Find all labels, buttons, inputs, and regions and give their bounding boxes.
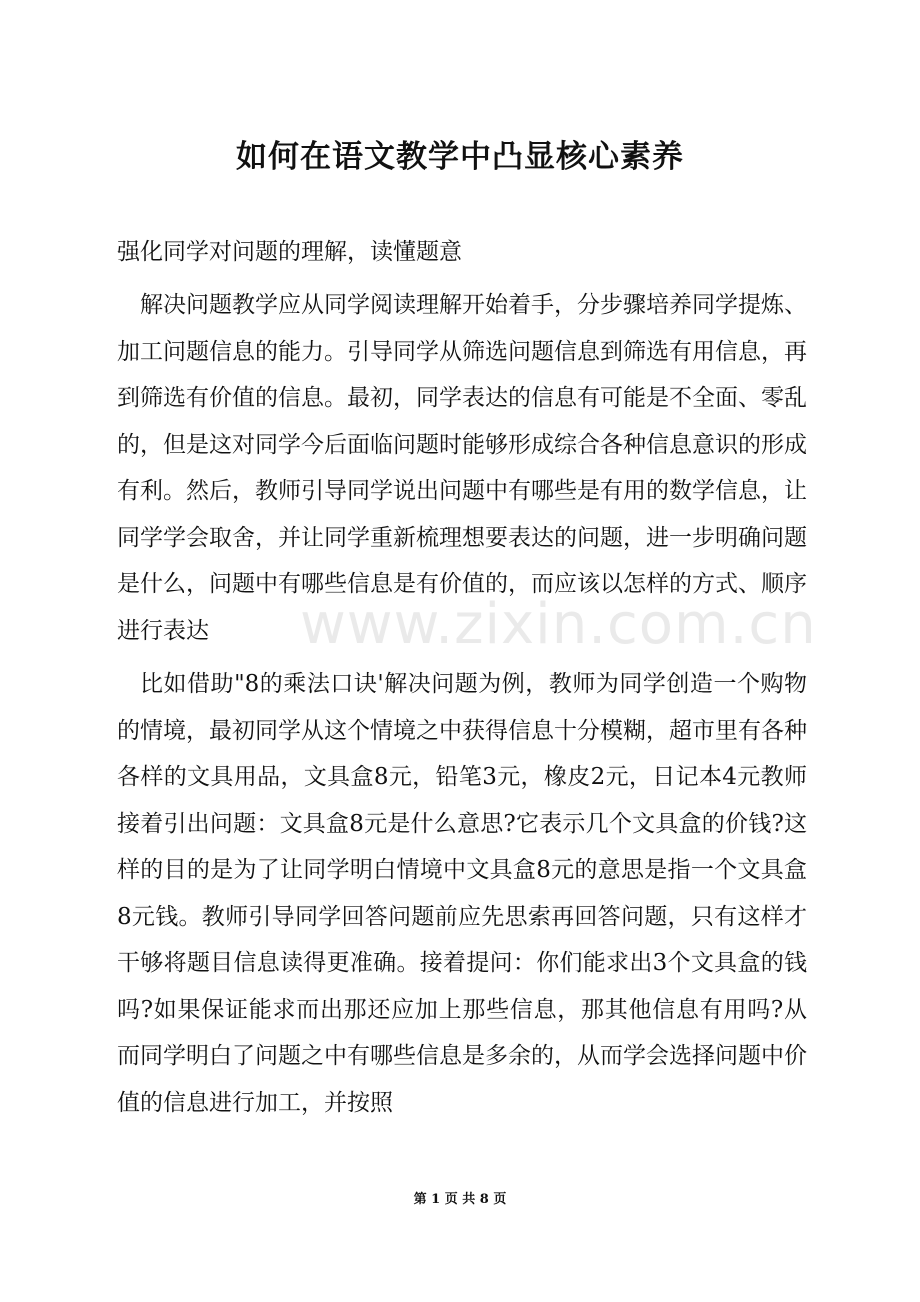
watermark: www.zixin.com.cn	[300, 592, 817, 657]
document-title: 如何在语文教学中凸显核心素养	[236, 139, 684, 175]
section-heading: 强化同学对问题的理解，读懂题意	[117, 239, 462, 265]
paragraph-2: 比如借助"8的乘法口诀'解决问题为例，教师为同学创造一个购物的情境，最初同学从这个情境之中获得信息十分模糊，超市里有各种各样的文具用品，文具盒8元，铅笔3元，橡皮2元，日记本4元教师接着引出问题：文具盒8元是什么意思?它表示几个文具盒的价钱?这样的目的是为了让同学明白情境中文具盒8元的意思是指一个文具盒8元钱。教师引导同学回答问题前应先思索再回答问题，只有这样才干够将题目信息读得更准确。接着提问：你们能求出3个文具盒的钱吗?如果保证能求而出那还应加上那些信息，那其他信息有用吗?从而同学明白了问题之中有哪些信息是多余的，从而学会选择问题中价值的信息进行加工，并按照	[117, 671, 807, 1116]
paragraph-1: 解决问题教学应从同学阅读理解开始着手，分步骤培养同学提炼、加工问题信息的能力。引导同学从筛选问题信息到筛选有用信息，再到筛选有价值的信息。最初，同学表达的信息有可能是不全面、零乱的，但是这对同学今后面临问题时能够形成综合各种信息意识的形成有利。然后，教师引导同学说出问题中有哪些是有用的数学信息，让同学学会取舍，并让同学重新梳理想要表达的问题，进一步明确问题是什么，问题中有哪些信息是有价值的，而应该以怎样的方式、顺序进行表达	[117, 292, 807, 644]
page-footer: 第 1 页 共 8 页	[413, 1192, 507, 1207]
